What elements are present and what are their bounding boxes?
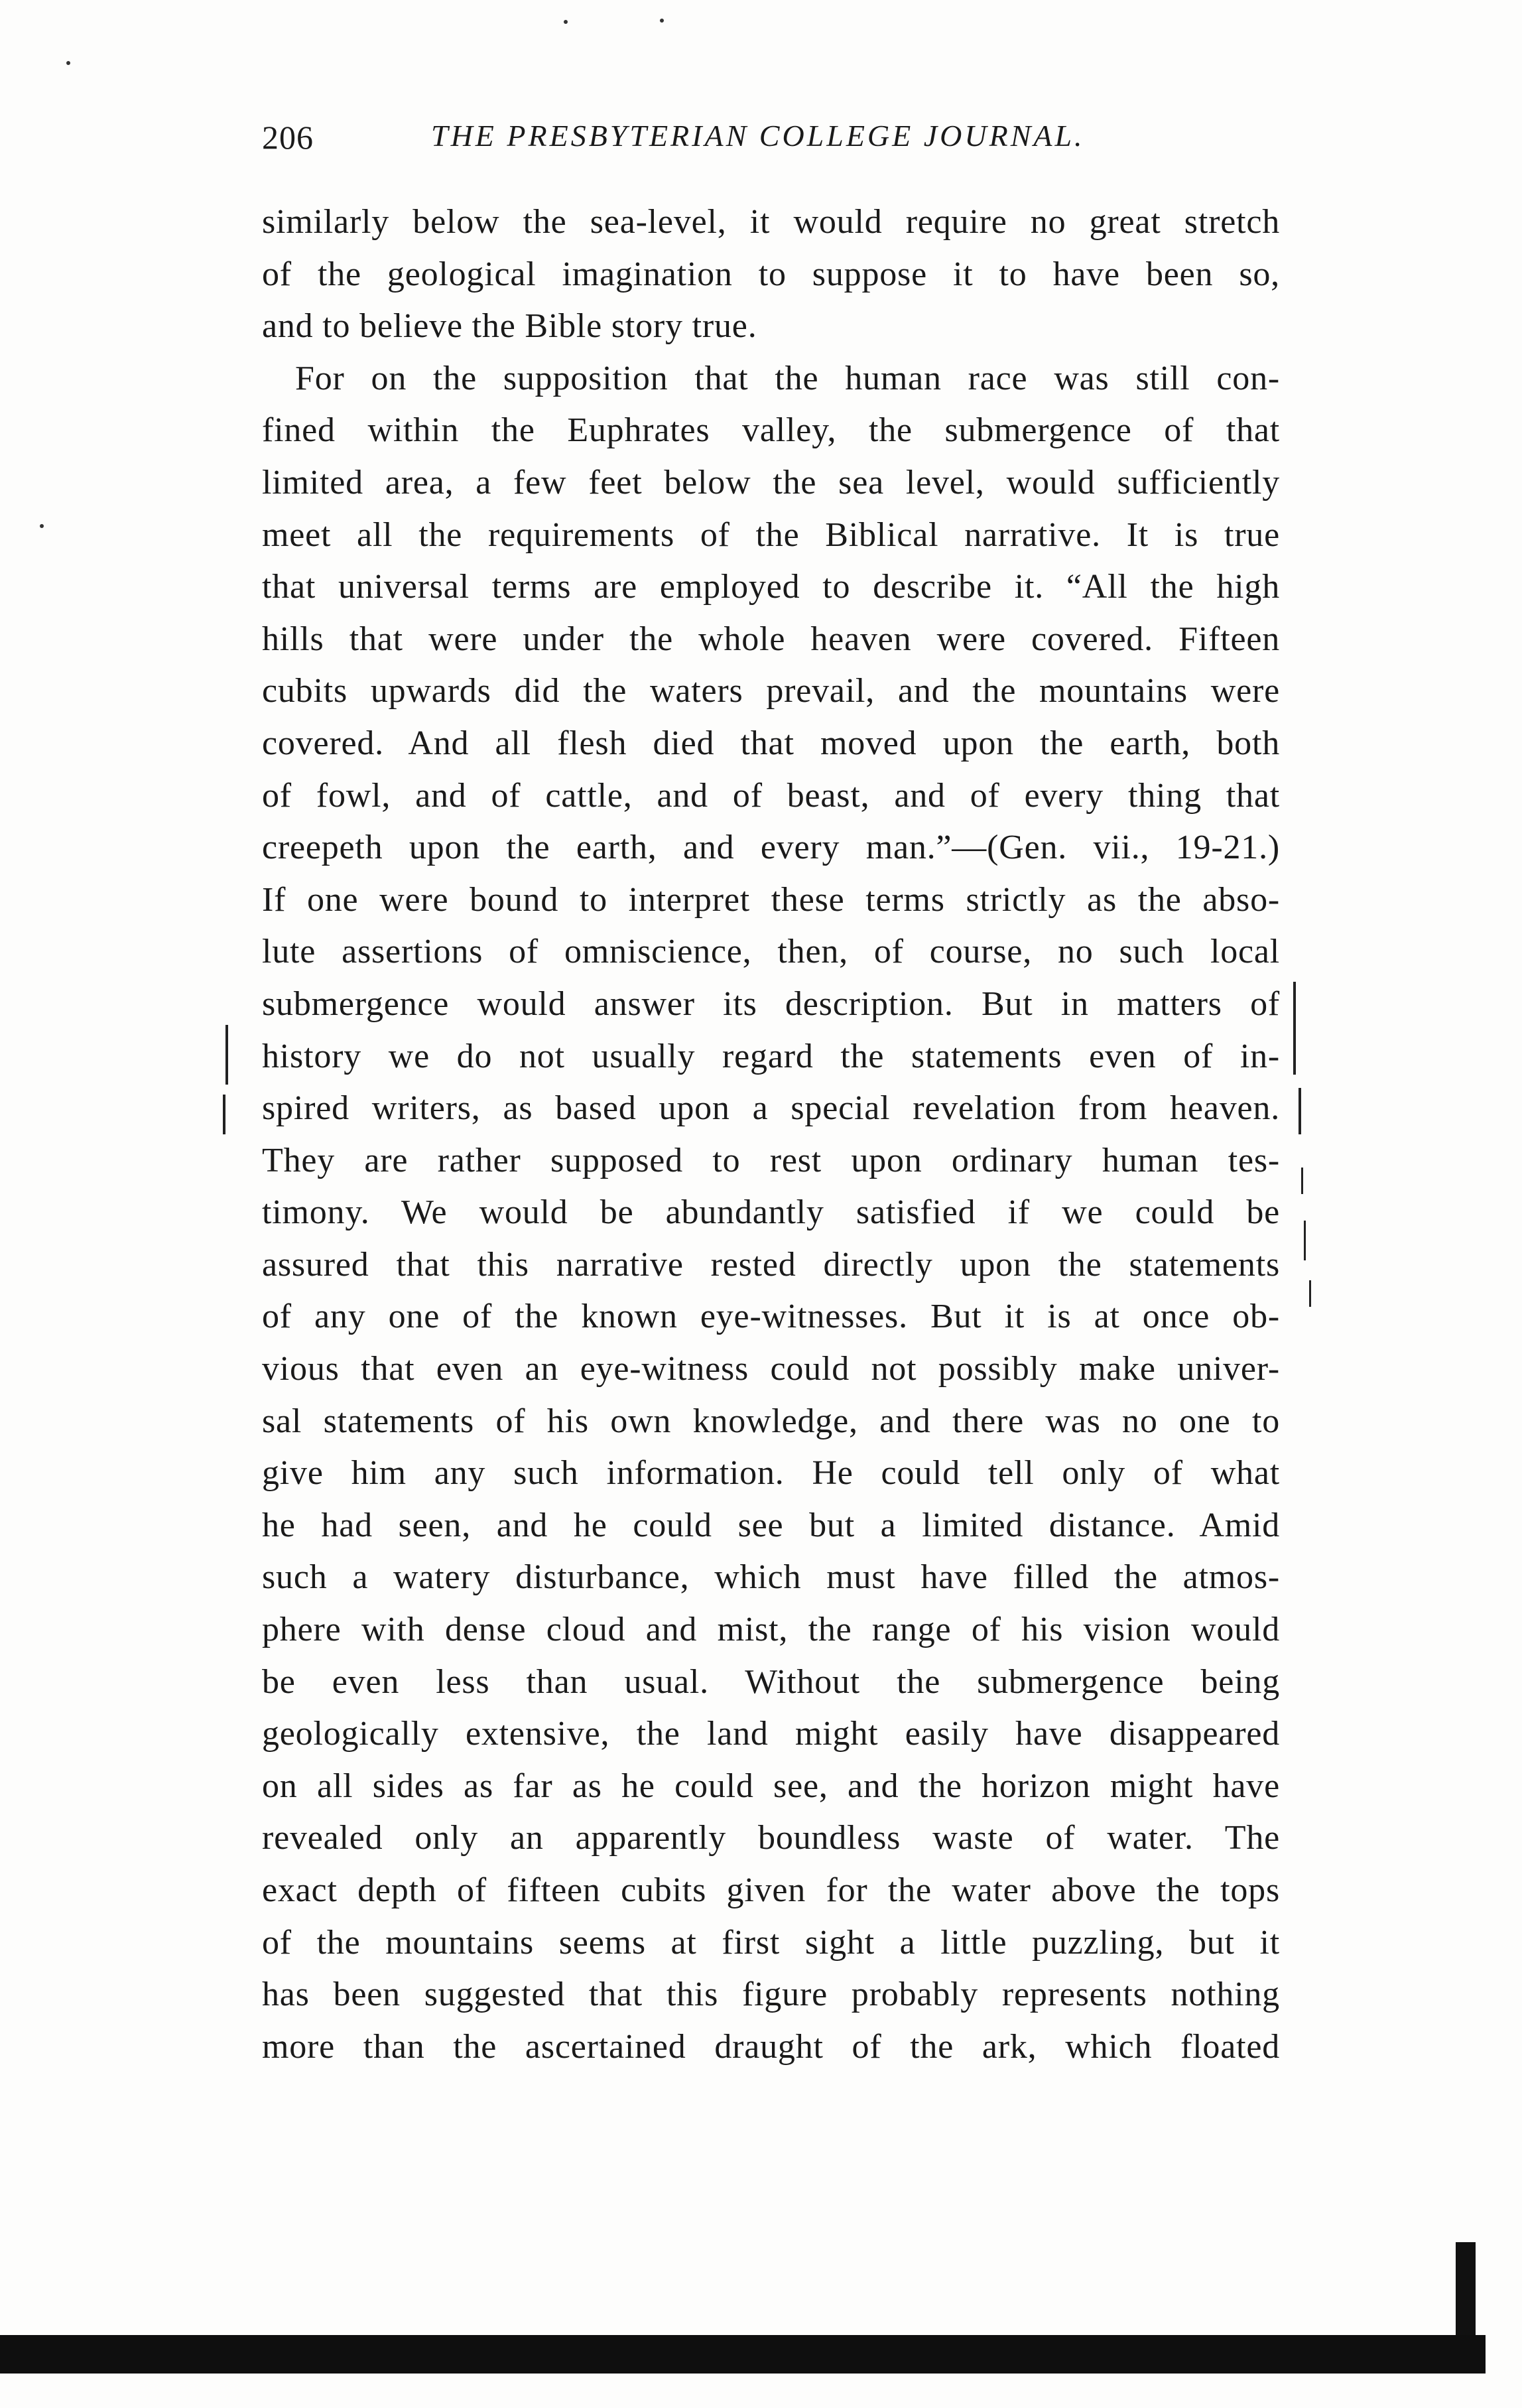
left-margin-mark bbox=[225, 1025, 228, 1085]
text-line: he had seen, and he could see but a limited distance. Amid bbox=[262, 1506, 1280, 1544]
text-line: submergence would answer its description. But in matters of bbox=[262, 984, 1280, 1023]
scan-speck bbox=[564, 20, 568, 24]
text-line: phere with dense cloud and mist, the range of his vision would bbox=[262, 1611, 1280, 1649]
left-margin-mark bbox=[223, 1095, 225, 1134]
text-line: history we do not usually regard the statements even of in- bbox=[262, 1037, 1280, 1075]
text-line: sal statements of his own knowledge, and there was no one to bbox=[262, 1402, 1280, 1440]
scan-speck bbox=[40, 524, 44, 528]
page-number: 206 bbox=[262, 119, 314, 156]
text-line: of the geological imagination to suppose it to have been so, bbox=[262, 255, 1280, 293]
text-line: of fowl, and of cattle, and of beast, and of every thing that bbox=[262, 776, 1280, 815]
text-line: assured that this narrative rested directly upon the statements bbox=[262, 1245, 1280, 1284]
text-line: on all sides as far as he could see, and the horizon might have bbox=[262, 1767, 1280, 1805]
text-line: has been suggested that this figure probably represents nothing bbox=[262, 1975, 1280, 2014]
right-margin-mark bbox=[1293, 982, 1296, 1075]
text-line: similarly below the sea-level, it would require no great stretch bbox=[262, 203, 1280, 241]
text-line: give him any such information. He could tell only of what bbox=[262, 1454, 1280, 1493]
text-line: fined within the Euphrates valley, the submergence of that bbox=[262, 411, 1280, 450]
text-line: of any one of the known eye-witnesses. But it is at once ob- bbox=[262, 1298, 1280, 1336]
text-line: hills that were under the whole heaven were covered. Fifteen bbox=[262, 620, 1280, 658]
text-line: creepeth upon the earth, and every man.”—(Gen. vii., 19-21.) bbox=[262, 829, 1280, 867]
text-line: covered. And all flesh died that moved upon the earth, both bbox=[262, 724, 1280, 762]
text-line: exact depth of fifteen cubits given for the water above the tops bbox=[262, 1871, 1280, 1909]
scan-speck bbox=[66, 61, 70, 65]
right-margin-mark bbox=[1299, 1088, 1301, 1134]
text-line: lute assertions of omniscience, then, of course, no such local bbox=[262, 933, 1280, 971]
text-line: timony. We would be abundantly satisfied if we could be bbox=[262, 1193, 1280, 1232]
text-line: cubits upwards did the waters prevail, and the mountains were bbox=[262, 672, 1280, 710]
text-line: geologically extensive, the land might easily have disappeared bbox=[262, 1715, 1280, 1753]
text-line: and to believe the Bible story true. bbox=[262, 307, 757, 346]
text-line: more than the ascertained draught of the ark, which floated bbox=[262, 2027, 1280, 2066]
right-margin-mark bbox=[1309, 1280, 1311, 1307]
running-head bbox=[262, 118, 1280, 165]
scan-speck bbox=[660, 19, 664, 23]
text-line: vious that even an eye-witness could not possibly make univer- bbox=[262, 1350, 1280, 1388]
text-line: spired writers, as based upon a special revelation from heaven. bbox=[262, 1089, 1280, 1128]
body-text bbox=[262, 196, 1280, 2073]
text-line: revealed only an apparently boundless waste of water. The bbox=[262, 1819, 1280, 1857]
text-line: of the mountains seems at first sight a little puzzling, but it bbox=[262, 1923, 1280, 1962]
text-line: If one were bound to interpret these terms strictly as the abso- bbox=[262, 880, 1280, 919]
text-line: They are rather supposed to rest upon ordinary human tes- bbox=[262, 1141, 1280, 1179]
text-line: For on the supposition that the human race was still con- bbox=[295, 359, 1280, 397]
scan-bottom-border bbox=[0, 2335, 1486, 2374]
text-line: limited area, a few feet below the sea level, would sufficiently bbox=[262, 463, 1280, 502]
text-line: that universal terms are employed to describe it. “All the high bbox=[262, 568, 1280, 606]
right-margin-mark bbox=[1304, 1221, 1306, 1260]
text-line: be even less than usual. Without the submergence being bbox=[262, 1662, 1280, 1701]
journal-title: THE PRESBYTERIAN COLLEGE JOURNAL. bbox=[431, 119, 1085, 153]
right-margin-mark bbox=[1301, 1168, 1303, 1194]
text-line: meet all the requirements of the Biblical narrative. It is true bbox=[262, 515, 1280, 554]
text-line: such a watery disturbance, which must have filled the atmos- bbox=[262, 1558, 1280, 1597]
